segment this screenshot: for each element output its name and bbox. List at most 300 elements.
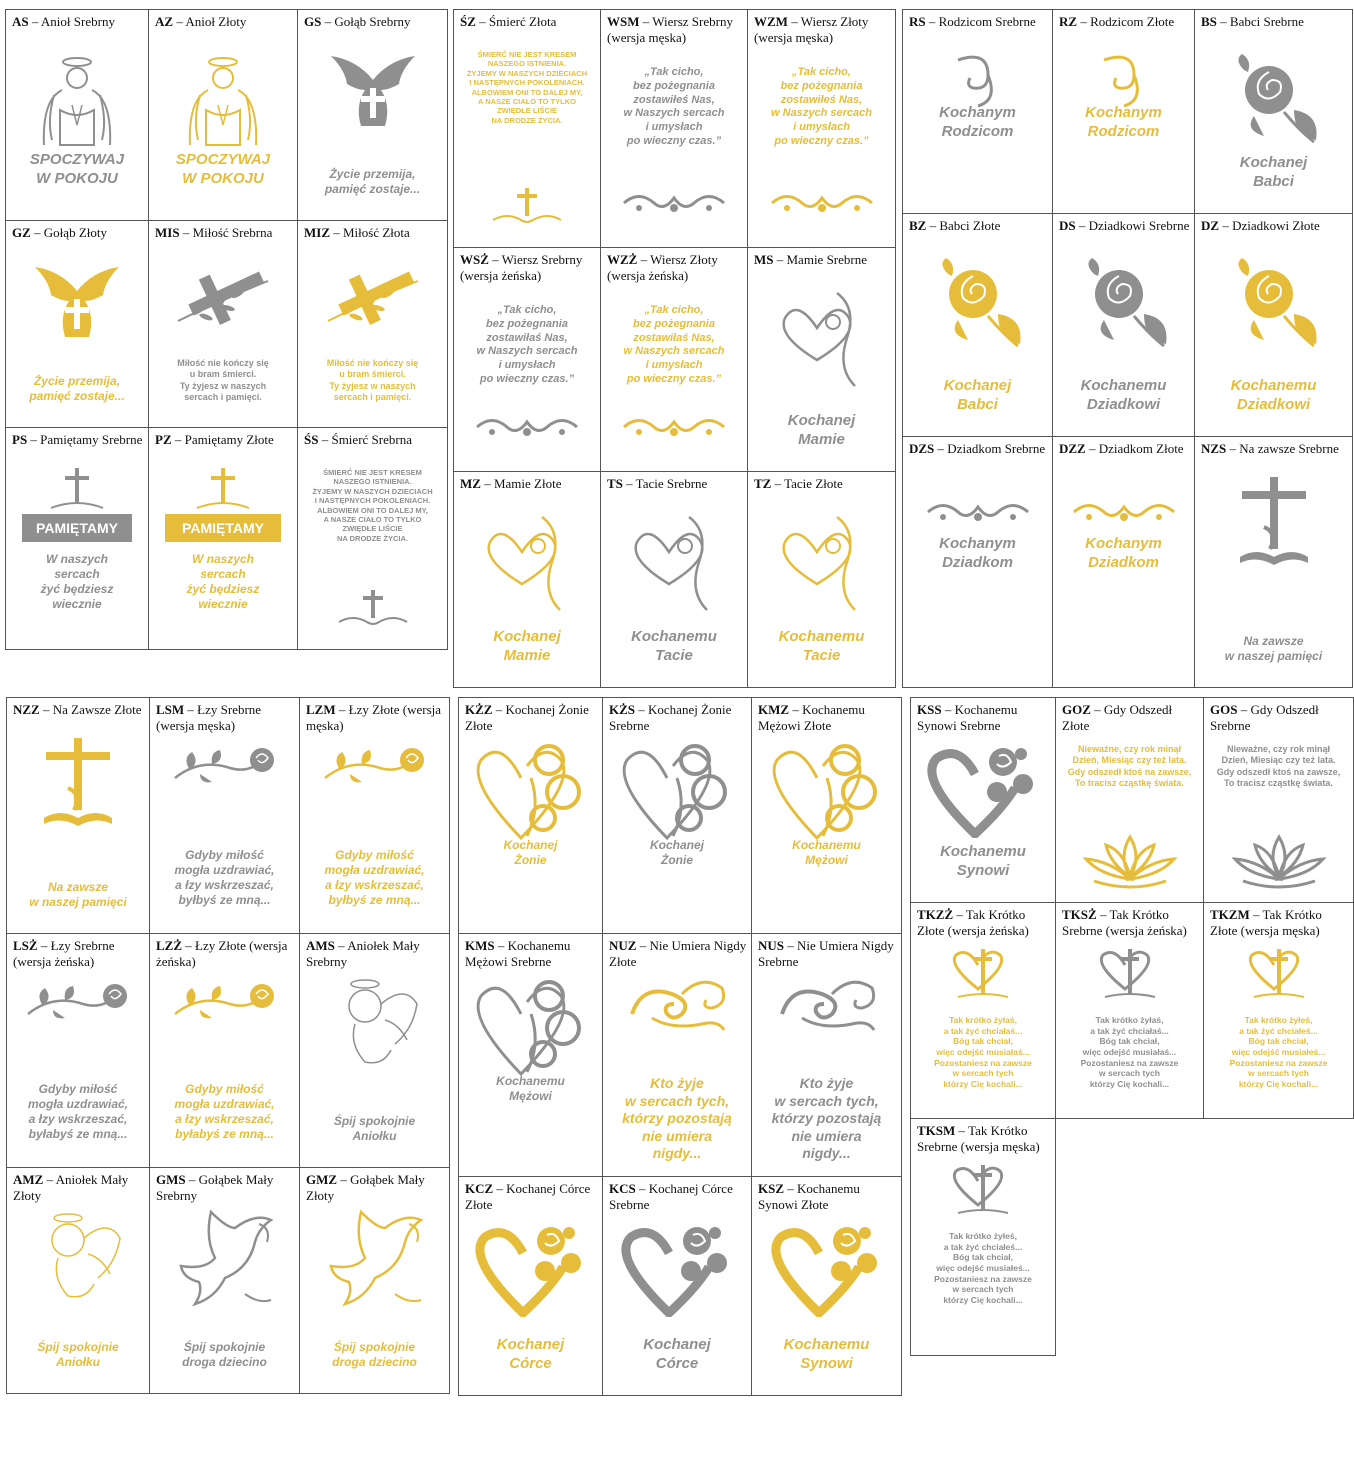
tile-code: BS: [1201, 14, 1217, 29]
tile-code: LZM: [306, 702, 336, 717]
heart-icon: [748, 288, 895, 388]
scroll-ornament-icon: [1053, 50, 1194, 110]
tile-code: KCZ: [465, 1181, 494, 1196]
tile-inscription: Kochanemu Dziadkowi: [1080, 377, 1167, 413]
tile-code: DZS: [909, 441, 935, 456]
dove-cross-icon: [298, 50, 447, 130]
heart-cross-icon: [911, 1159, 1055, 1219]
remember-banner: PAMIĘTAMY: [22, 514, 132, 542]
tile-label: TZ – Tacie Złote: [754, 476, 843, 491]
tile-dzs[interactable]: [903, 437, 1053, 688]
tile-code: NUS: [758, 938, 785, 953]
tile-label: PZ – Pamiętamy Złote: [155, 432, 274, 447]
tile-code: GZ: [12, 225, 31, 240]
tile-pz[interactable]: [149, 428, 298, 650]
tile-label: NUZ – Nie Umiera Nigdy Złote: [609, 938, 747, 969]
tile-inscription: Gdyby miłość mogła uzdrawiać, a łzy wskrzeszać, byłabyś ze mną...: [174, 1082, 275, 1141]
tile-wzm[interactable]: [748, 10, 896, 248]
tile-label: DZ – Dziadkowi Złote: [1201, 218, 1320, 233]
tile-name: Gołąb Złoty: [43, 225, 107, 240]
tile-label: WSM – Wiersz Srebrny (wersja męska): [607, 14, 733, 45]
tile-inscription: SPOCZYWAJ W POKOJU: [175, 151, 271, 187]
heart-rose-icon: [459, 738, 602, 853]
tile-amz[interactable]: [7, 1168, 150, 1394]
little-angel-icon: [300, 974, 449, 1074]
heart-rose-icon: [752, 738, 901, 853]
tile-name: Pamiętamy Srebrne: [40, 432, 143, 447]
tile-code: ŚZ: [460, 14, 476, 29]
tile-gz[interactable]: [6, 221, 149, 428]
tile-label: KŻZ – Kochanej Żonie Złote: [465, 702, 589, 733]
tile-name: Łzy Srebrne (wersja męska): [156, 702, 262, 733]
tile-name: Tak Krótko Złote (wersja żeńska): [917, 907, 1029, 938]
tile-name: Kochanej Córce Srebrne: [609, 1181, 733, 1212]
rose-icon: [903, 254, 1052, 354]
tile-rz[interactable]: [1053, 10, 1195, 214]
dove-icon: [300, 1208, 449, 1318]
tile-inscription: Miłość nie kończy się u bram śmierci. Ty żyjesz w naszych sercach i pamięci.: [177, 358, 269, 402]
tile-inscription: Nieważne, czy rok minął Dzień, Miesiąc czy też lata. Gdy odszedł ktoś na zawsze, To tracisz cząstkę świata.: [1216, 744, 1341, 788]
tile-label: LSM – Łzy Srebrne (wersja męska): [156, 702, 262, 733]
tile-label: WSŻ – Wiersz Srebrny (wersja żeńska): [460, 252, 583, 283]
tile-inscription: Kochanej Żonie: [649, 838, 704, 867]
tile-inscription: Tak krótko żyłeś, a tak żyć chciałeś... Bóg tak chciał, więc odejść musiałeś... Pozostaniesz na zawsze w sercach tych którzy Cię kochali...: [934, 1231, 1032, 1305]
tile-label: GZ – Gołąb Złoty: [12, 225, 107, 240]
tile-name: Kochanemu Mężowi Złote: [758, 702, 865, 733]
heart-flower-icon: [911, 738, 1055, 838]
angel-icon: [6, 50, 148, 150]
tile-name: Na Zawsze Złote: [52, 702, 142, 717]
tile-inscription: „Tak cicho, bez pożegnania zostawiłeś Nas, w Naszych sercach i umysłach po wieczny czas.”: [623, 66, 725, 147]
tile-label: NZS – Na zawsze Srebrne: [1201, 441, 1339, 456]
tile-name: Kochanej Córce Złote: [465, 1181, 591, 1212]
tile-label: DS – Dziadkowi Srebrne: [1059, 218, 1190, 233]
tile-code: KCS: [609, 1181, 636, 1196]
tile-name: Na zawsze Srebrne: [1239, 441, 1339, 456]
tile-tz[interactable]: [748, 472, 896, 688]
catalog-grid: [910, 697, 1354, 1356]
tile-name: Pamiętamy Złote: [184, 432, 274, 447]
tile-label: KSS – Kochanemu Synowi Srebrne: [917, 702, 1018, 733]
tile-label: KCS – Kochanej Córce Srebrne: [609, 1181, 733, 1212]
tile-code: TKZŻ: [917, 907, 954, 922]
tile-code: NUZ: [609, 938, 637, 953]
tile-name: Tak Krótko Srebrne (wersja żeńska): [1062, 907, 1187, 938]
tile-ms[interactable]: [748, 248, 896, 472]
tile-label: AZ – Anioł Złoty: [155, 14, 247, 29]
tile-inscription: „Tak cicho, bez pożegnania zostawiłaś Nas, w Naszych sercach i umysłach po wieczny czas.”: [623, 304, 725, 385]
tile-inscription: Kochanemu Dziadkowi: [1230, 377, 1317, 413]
tile-name: Tak Krótko Srebrne (wersja męska): [917, 1123, 1040, 1154]
tile-label: TKZŻ – Tak Krótko Złote (wersja żeńska): [917, 907, 1029, 938]
tile-name: Wiersz Srebrny (wersja męska): [607, 14, 733, 45]
angel-icon: [149, 50, 297, 150]
tile-inscription: Życie przemija, pamięć zostaje...: [324, 167, 421, 196]
tile-inscription: Na zawsze w naszej pamięci: [29, 880, 127, 909]
tile-az[interactable]: [149, 10, 298, 221]
little-angel-icon: [7, 1208, 149, 1308]
tile-code: WZŻ: [607, 252, 638, 267]
cross-icon: [149, 468, 297, 516]
tile-mis[interactable]: [149, 221, 298, 428]
tile-name: Wiersz Złoty (wersja żeńska): [607, 252, 718, 283]
tile-code: RZ: [1059, 14, 1078, 29]
tile-inscription: Kochanemu Synowi: [940, 843, 1026, 879]
tile-code: MS: [754, 252, 774, 267]
tile-code: GOS: [1210, 702, 1238, 717]
tile-code: DZ: [1201, 218, 1220, 233]
cross-book-icon: [7, 738, 149, 834]
tile-kzz[interactable]: [459, 698, 603, 934]
tile-gms[interactable]: [150, 1168, 300, 1394]
tile-inscription: SPOCZYWAJ W POKOJU: [29, 151, 125, 187]
tile-code: NZZ: [13, 702, 40, 717]
tile-code: DS: [1059, 218, 1076, 233]
tile-label: TKZM – Tak Krótko Złote (wersja męska): [1210, 907, 1322, 938]
heart-cross-icon: [1204, 943, 1353, 1003]
tile-label: RS – Rodzicom Srebrne: [909, 14, 1036, 29]
tile-name: Babci Srebrne: [1229, 14, 1304, 29]
tile-name: Dziadkowi Srebrne: [1088, 218, 1190, 233]
tile-ams[interactable]: [300, 934, 450, 1168]
flourish-icon: [903, 497, 1052, 527]
rose-branch-icon: [300, 738, 449, 788]
tile-name: Nie Umiera Nigdy Srebrne: [758, 938, 894, 969]
tile-code: AMS: [306, 938, 335, 953]
tile-label: MS – Mamie Srebrne: [754, 252, 868, 267]
rose-branch-icon: [150, 738, 299, 788]
scroll-ornament-icon: [903, 50, 1052, 110]
tile-label: GOS – Gdy Odszedł Srebrne: [1210, 702, 1319, 733]
dove-icon: [150, 1208, 299, 1318]
heart-flower-icon: [459, 1217, 602, 1317]
heart-icon: [748, 512, 895, 612]
tile-label: BS – Babci Srebrne: [1201, 14, 1304, 29]
tile-code: NZS: [1201, 441, 1227, 456]
tile-label: AS – Anioł Srebrny: [12, 14, 115, 29]
tile-label: NZZ – Na Zawsze Złote: [13, 702, 142, 717]
tile-name: Mamie Złote: [493, 476, 562, 491]
heart-rose-icon: [459, 974, 602, 1089]
tile-code: TZ: [754, 476, 772, 491]
tile-inscription: Kochanemu Tacie: [631, 628, 717, 664]
swirl-icon: [603, 974, 751, 1034]
tile-inscription: Tak krótko żyłeś, a tak żyć chciałeś... Bóg tak chciał, więc odejść musiałeś... Pozostaniesz na zawsze w sercach tych którzy Cię kochali...: [1229, 1015, 1328, 1089]
tile-code: GMS: [156, 1172, 186, 1187]
tile-dzz[interactable]: [1053, 437, 1195, 688]
tile-code: BZ: [909, 218, 927, 233]
tile-ts[interactable]: [601, 472, 748, 688]
tile-name: Gołąbek Mały Złoty: [306, 1172, 425, 1203]
tile-code: LSŻ: [13, 938, 38, 953]
tile-name: Babci Złote: [939, 218, 1001, 233]
swirl-icon: [752, 974, 901, 1034]
tile-wzz[interactable]: [601, 248, 748, 472]
tile-label: KMS – Kochanemu Mężowi Srebrne: [465, 938, 571, 969]
tile-label: AMS – Aniołek Mały Srebrny: [306, 938, 420, 969]
heart-cross-icon: [1056, 943, 1203, 1003]
tile-ksz[interactable]: [752, 1177, 902, 1396]
tile-name: Rodzicom Złote: [1090, 14, 1175, 29]
tile-label: KMZ – Kochanemu Mężowi Złote: [758, 702, 865, 733]
tile-name: Gdy Odszedł Złote: [1062, 702, 1173, 733]
tile-inscription: Śpij spokojnie droga dziecino: [332, 1340, 417, 1369]
rose-icon: [1195, 50, 1352, 150]
tile-code: KŻZ: [465, 702, 493, 717]
tile-lzm[interactable]: [300, 698, 450, 934]
tile-code: KŻS: [609, 702, 636, 717]
heart-cross-icon: [911, 943, 1055, 1003]
cross-ornament-icon: [454, 188, 600, 228]
heart-icon: [454, 512, 600, 612]
tile-label: TS – Tacie Srebrne: [607, 476, 708, 491]
tile-kms[interactable]: [459, 934, 603, 1177]
tile-code: TKSM: [917, 1123, 956, 1138]
tile-code: TKSŻ: [1062, 907, 1097, 922]
tile-lsz[interactable]: [7, 934, 150, 1168]
tile-gos[interactable]: [1204, 698, 1354, 903]
tile-name: Kochanemu Mężowi Srebrne: [465, 938, 571, 969]
heart-flower-icon: [752, 1217, 901, 1317]
tile-sz[interactable]: [454, 10, 601, 248]
tile-inscription: ŚMIERĆ NIE JEST KRESEM NASZEGO ISTNIENIA. ŻYJEMY W NASZYCH DZIECIACH I NASTĘPNYCH POKOLENIACH. ALBOWIEM ONI TO DALEJ MY, A NASZE CIAŁO TO TYLKO ZWIĘDŁE LIŚCIE NA DRODZE ŻYCIA.: [466, 50, 588, 125]
tile-kmz[interactable]: [752, 698, 902, 934]
flourish-icon: [601, 412, 747, 442]
tile-label: ŚZ – Śmierć Złota: [460, 14, 557, 29]
tile-inscription: Kochanym Dziadkom: [1085, 535, 1162, 571]
tile-ds[interactable]: [1053, 214, 1195, 437]
tile-code: KSS: [917, 702, 942, 717]
tile-as[interactable]: [6, 10, 149, 221]
catalog-grid: [453, 9, 896, 688]
heart-flower-icon: [603, 1217, 751, 1317]
tile-code: MIZ: [304, 225, 330, 240]
tile-code: PZ: [155, 432, 172, 447]
tile-name: Łzy Złote (wersja męska): [306, 702, 442, 733]
tile-name: Wiersz Złoty (wersja męska): [754, 14, 869, 45]
tile-code: KMS: [465, 938, 495, 953]
tile-name: Kochanemu Synowi Złote: [758, 1181, 860, 1212]
tile-code: KMZ: [758, 702, 790, 717]
tile-ps[interactable]: [6, 428, 149, 650]
tile-code: MZ: [460, 476, 481, 491]
tile-name: Rodzicom Srebrne: [938, 14, 1036, 29]
tile-ss[interactable]: [298, 428, 448, 650]
flourish-icon: [601, 188, 747, 218]
tile-wsm[interactable]: [601, 10, 748, 248]
tile-label: WZŻ – Wiersz Złoty (wersja żeńska): [607, 252, 718, 283]
catalog-grid: [5, 9, 448, 650]
tile-label: AMZ – Aniołek Mały Złoty: [13, 1172, 129, 1203]
tile-inscription: Kochanej Córce: [643, 1336, 711, 1372]
tile-code: GOZ: [1062, 702, 1091, 717]
tile-nuz[interactable]: [603, 934, 752, 1177]
tile-label: NUS – Nie Umiera Nigdy Srebrne: [758, 938, 894, 969]
tile-label: PS – Pamiętamy Srebrne: [12, 432, 143, 447]
tile-name: Kochanej Żonie Złote: [465, 702, 589, 733]
tile-label: DZZ – Dziadkom Złote: [1059, 441, 1184, 456]
tile-gs[interactable]: [298, 10, 448, 221]
tile-nzs[interactable]: [1195, 437, 1353, 688]
tile-mz[interactable]: [454, 472, 601, 688]
tile-inscription: „Tak cicho, bez pożegnania zostawiłeś Nas, w Naszych sercach i umysłach po wieczny czas.”: [771, 66, 872, 147]
tile-name: Śmierć Złota: [488, 14, 557, 29]
tile-kzs[interactable]: [603, 698, 752, 934]
tile-name: Wiersz Srebrny (wersja żeńska): [460, 252, 583, 283]
tile-label: KŻS – Kochanej Żonie Srebrne: [609, 702, 732, 733]
tile-name: Mamie Srebrne: [786, 252, 868, 267]
rose-branch-icon: [7, 974, 149, 1024]
tile-inscription: Kochanej Babci: [943, 377, 1012, 413]
rose-icon: [1053, 254, 1194, 354]
tile-label: GS – Gołąb Srebrny: [304, 14, 411, 29]
tile-tkzm[interactable]: [1204, 903, 1354, 1119]
tile-bz[interactable]: [903, 214, 1053, 437]
tile-label: BZ – Babci Złote: [909, 218, 1001, 233]
tile-inscription: Tak krótko żyłaś, a tak żyć chciałaś... Bóg tak chciał, więc odejść musiałaś... Pozostaniesz na zawsze w sercach tych którzy Cię kochali...: [1080, 1015, 1179, 1089]
tile-inscription: Kochanej Mamie: [787, 412, 856, 448]
tile-code: WSŻ: [460, 252, 489, 267]
catalog-grid: [6, 697, 450, 1394]
tile-tkzz[interactable]: [911, 903, 1056, 1119]
tile-bs[interactable]: [1195, 10, 1353, 214]
tile-name: Anioł Srebrny: [40, 14, 115, 29]
tile-name: Aniołek Mały Srebrny: [306, 938, 420, 969]
tile-code: AS: [12, 14, 29, 29]
rose-branch-icon: [150, 974, 299, 1024]
tile-name: Aniołek Mały Złoty: [13, 1172, 129, 1203]
tile-code: ŚS: [304, 432, 319, 447]
tile-label: TKSM – Tak Krótko Srebrne (wersja męska): [917, 1123, 1040, 1154]
tile-name: Nie Umiera Nigdy Złote: [609, 938, 747, 969]
tile-code: GMZ: [306, 1172, 338, 1187]
tile-name: Gołąb Srebrny: [334, 14, 411, 29]
tile-label: GMZ – Gołąbek Mały Złoty: [306, 1172, 425, 1203]
tile-label: LZM – Łzy Złote (wersja męska): [306, 702, 442, 733]
catalog-grid: [458, 697, 902, 1396]
tile-code: DZZ: [1059, 441, 1086, 456]
tile-nus[interactable]: [752, 934, 902, 1177]
tile-inscription: Gdyby miłość mogła uzdrawiać, a łzy wskrzeszać, byłabyś ze mną...: [27, 1082, 129, 1141]
tile-inscription: W naszych sercach żyć będziesz wiecznie: [186, 552, 260, 611]
tile-code: AMZ: [13, 1172, 44, 1187]
tile-label: DZS – Dziadkom Srebrne: [909, 441, 1046, 456]
tile-inscription: Kochanej Córce: [496, 1336, 565, 1372]
tile-goz[interactable]: [1056, 698, 1204, 903]
heart-icon: [601, 512, 747, 612]
tile-kcz[interactable]: [459, 1177, 603, 1396]
lotus-icon: [1204, 833, 1353, 889]
tile-inscription: Gdyby miłość mogła uzdrawiać, a łzy wskrzeszać, byłbyś ze mną...: [324, 848, 425, 907]
tile-name: Dziadkowi Złote: [1232, 218, 1320, 233]
tile-name: Tacie Złote: [784, 476, 843, 491]
tile-label: WZM – Wiersz Złoty (wersja męska): [754, 14, 869, 45]
tile-nzz[interactable]: [7, 698, 150, 934]
tile-code: TS: [607, 476, 623, 491]
tile-miz[interactable]: [298, 221, 448, 428]
tile-label: LSŻ – Łzy Srebrne (wersja żeńska): [13, 938, 115, 969]
lotus-icon: [1056, 833, 1203, 889]
tile-rs[interactable]: [903, 10, 1053, 214]
tile-code: GS: [304, 14, 322, 29]
heart-rose-icon: [603, 738, 751, 853]
remember-banner: PAMIĘTAMY: [165, 514, 281, 542]
tile-name: Gołąbek Mały Srebrny: [156, 1172, 274, 1203]
rose-icon: [1195, 254, 1352, 354]
tile-lsm[interactable]: [150, 698, 300, 934]
cross-branch-icon: [149, 261, 297, 331]
cross-book-icon: [1195, 477, 1352, 573]
tile-label: KCZ – Kochanej Córce Złote: [465, 1181, 591, 1212]
tile-wsz[interactable]: [454, 248, 601, 472]
flourish-icon: [748, 188, 895, 218]
tile-dz[interactable]: [1195, 214, 1353, 437]
tile-name: Łzy Srebrne (wersja żeńska): [13, 938, 115, 969]
tile-gmz[interactable]: [300, 1168, 450, 1394]
tile-code: WZM: [754, 14, 788, 29]
tile-kcs[interactable]: [603, 1177, 752, 1396]
tile-code: AZ: [155, 14, 174, 29]
tile-name: Dziadkom Złote: [1098, 441, 1184, 456]
tile-tksz[interactable]: [1056, 903, 1204, 1119]
tile-label: TKSŻ – Tak Krótko Srebrne (wersja żeńska): [1062, 907, 1187, 938]
tile-code: MIS: [155, 225, 180, 240]
tile-code: WSM: [607, 14, 640, 29]
tile-inscription: „Tak cicho, bez pożegnania zostawiłaś Nas, w Naszych sercach i umysłach po wieczny czas.”: [476, 304, 578, 385]
flourish-icon: [454, 412, 600, 442]
tile-inscription: Kochanemu Tacie: [778, 628, 865, 664]
tile-label: LZŻ – Łzy Złote (wersja żeńska): [156, 938, 288, 969]
tile-label: GOZ – Gdy Odszedł Złote: [1062, 702, 1173, 733]
tile-name: Miłość Złota: [343, 225, 410, 240]
cross-ornament-icon: [298, 590, 447, 630]
tile-label: MIZ – Miłość Złota: [304, 225, 410, 240]
tile-inscription: Kochanemu Mężowi: [496, 1074, 565, 1103]
dove-cross-icon: [6, 261, 148, 341]
cross-branch-icon: [298, 261, 447, 331]
tile-name: Śmierć Srebrna: [331, 432, 412, 447]
tile-inscription: ŚMIERĆ NIE JEST KRESEM NASZEGO ISTNIENIA. ŻYJEMY W NASZYCH DZIECIACH I NASTĘPNYCH POKOLENIACH. ALBOWIEM ONI TO DALEJ MY, A NASZE CIAŁO TO TYLKO ZWIĘDŁE LIŚCIE NA DRODZE ŻYCIA.: [312, 468, 433, 543]
catalog-grid: [902, 9, 1353, 688]
tile-name: Tak Krótko Złote (wersja męska): [1210, 907, 1322, 938]
tile-label: ŚS – Śmierć Srebrna: [304, 432, 412, 447]
tile-label: RZ – Rodzicom Złote: [1059, 14, 1175, 29]
tile-inscription: Miłość nie kończy się u bram śmierci. Ty żyjesz w naszych sercach i pamięci.: [326, 358, 419, 402]
tile-code: KSZ: [758, 1181, 785, 1196]
tile-inscription: Śpij spokojnie droga dziecino: [182, 1340, 267, 1369]
tile-code: LZŻ: [156, 938, 183, 953]
tile-label: GMS – Gołąbek Mały Srebrny: [156, 1172, 274, 1203]
tile-inscription: Nieważne, czy rok minął Dzień, Miesiąc czy też lata. Gdy odszedł ktoś na zawsze, To tracisz cząstkę świata.: [1067, 744, 1192, 788]
tile-inscription: Kochanym Dziadkom: [939, 535, 1016, 571]
tile-code: TKZM: [1210, 907, 1250, 922]
tile-inscription: Kto żyje w sercach tych, którzy pozostają nie umiera nigdy...: [771, 1075, 882, 1161]
tile-code: RS: [909, 14, 926, 29]
tile-inscription: W naszych sercach żyć będziesz wiecznie: [40, 552, 114, 611]
tile-inscription: Śpij spokojnie Aniołku: [37, 1340, 119, 1369]
tile-name: Miłość Srebrna: [192, 225, 273, 240]
tile-tksm[interactable]: [911, 1119, 1056, 1356]
flourish-icon: [1053, 497, 1194, 527]
tile-inscription: Kto żyje w sercach tych, którzy pozostają nie umiera nigdy...: [622, 1075, 732, 1161]
tile-kss[interactable]: [911, 698, 1056, 903]
tile-inscription: Gdyby miłość mogła uzdrawiać, a łzy wskrzeszać, byłbyś ze mną...: [174, 848, 275, 907]
tile-inscription: Na zawsze w naszej pamięci: [1224, 634, 1323, 663]
tile-label: MZ – Mamie Złote: [460, 476, 562, 491]
tile-inscription: Kochanej Mamie: [493, 628, 561, 664]
tile-lzz[interactable]: [150, 934, 300, 1168]
tile-name: Dziadkom Srebrne: [947, 441, 1046, 456]
